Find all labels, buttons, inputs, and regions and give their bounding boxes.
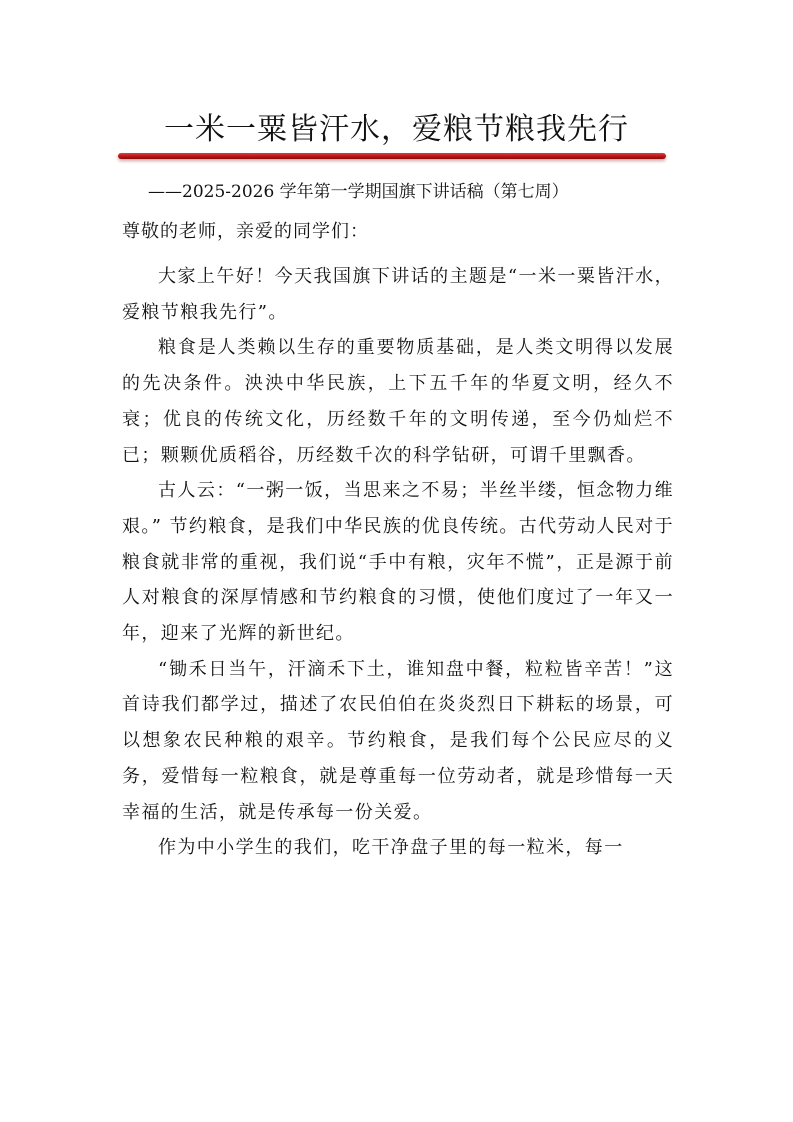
paragraph-ancient-saying: 古人云：“一粥一饭，当思来之不易；半丝半缕，恒念物力维艰。” 节约粮食，是我们中华民族的优良传统。古代劳动人民对于粮食就非常的重视，我们说“手中有粮，灾年不慌”，正是源于前人对粮食的深厚情感和节约粮食的习惯，使他们度过了一年又一年，迎来了光辉的新世纪。 — [122, 480, 674, 645]
subtitle: ——2025-2026 学年第一学期国旗下讲话稿（第七周） — [148, 182, 569, 202]
page-title: 一米一粟皆汗水，爱粮节粮我先行 — [164, 112, 629, 147]
paragraph-poem: “锄禾日当午，汗滴禾下土，谁知盘中餐，粒粒皆辛苦！”这首诗我们都学过，描述了农民伯伯在炎炎烈日下耕耘的场景，可以想象农民种粮的艰辛。节约粮食，是我们每个公民应尽的义务，爱惜每一粒粮食，就是尊重每一位劳动者，就是珍惜每一天幸福的生活，就是传承每一份关爱。 — [122, 658, 674, 823]
salutation: 尊敬的老师，亲爱的同学们： — [122, 221, 369, 242]
paragraph-students: 作为中小学生的我们，吃干净盘子里的每一粒米，每一 — [158, 837, 624, 859]
title-underline — [118, 153, 666, 159]
paragraph-greeting: 大家上午好！今天我国旗下讲话的主题是“一米一粟皆汗水，爱粮节粮我先行”。 — [122, 266, 674, 323]
paragraph-grain-importance: 粮食是人类赖以生存的重要物质基础，是人类文明得以发展的先决条件。泱泱中华民族，上下五千年的华夏文明，经久不衰；优良的传统文化，历经数千年的文明传递，至今仍灿烂不已；颗颗优质稻谷，历经数千次的科学钻研，可谓千里飘香。 — [122, 337, 674, 466]
speech-body — [122, 259, 674, 866]
